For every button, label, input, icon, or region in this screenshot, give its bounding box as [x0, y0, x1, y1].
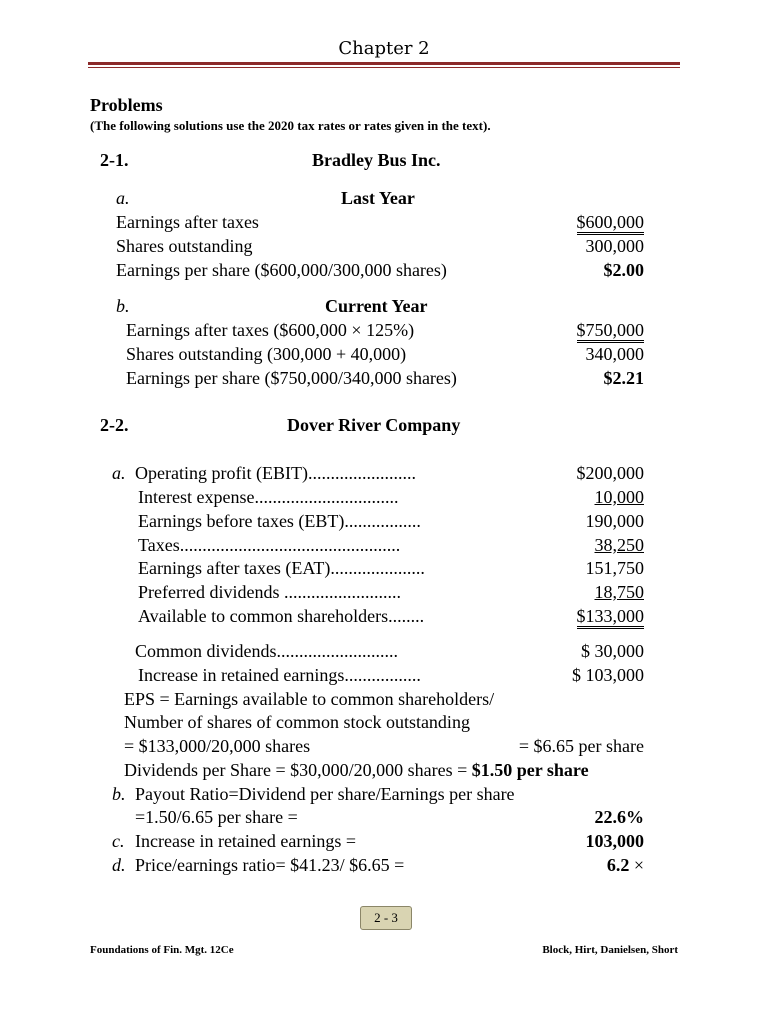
retained-line: Increase in retained earnings = — [135, 831, 357, 851]
row-label: Interest expense................................ — [138, 487, 399, 507]
payout-line1: Payout Ratio=Dividend per share/Earnings per share — [135, 784, 515, 804]
chapter-title: Chapter 2 — [338, 38, 430, 59]
eps-formula-line2: Number of shares of common stock outstanding — [124, 712, 470, 732]
row-value: 151,750 — [585, 558, 644, 578]
row-label: Taxes................................................. — [138, 535, 401, 555]
part-label: b. — [112, 784, 126, 804]
row-label: Common dividends........................... — [135, 641, 399, 661]
row-label: Earnings after taxes (EAT)..................... — [138, 558, 425, 578]
row-value: $2.00 — [603, 260, 644, 280]
row-value: $ 103,000 — [572, 665, 644, 685]
row-label: Increase in retained earnings................. — [138, 665, 421, 685]
row-label: Shares outstanding — [116, 236, 253, 256]
row-label: Earnings per share ($600,000/300,000 shares) — [116, 260, 447, 280]
part-label: a. — [112, 463, 126, 483]
problem-number: 2-2. — [100, 415, 129, 435]
payout-value: 22.6% — [594, 807, 644, 827]
row-value: 300,000 — [585, 236, 644, 256]
row-value: $750,000 — [577, 320, 645, 343]
pe-value: 6.2 — [606, 855, 630, 875]
row-label: Shares outstanding (300,000 + 40,000) — [126, 344, 407, 364]
row-label: Operating profit (EBIT)........................ — [135, 463, 416, 483]
row-value: $600,000 — [577, 212, 645, 235]
dps-value: $1.50 per share — [471, 760, 589, 780]
row-value: 340,000 — [585, 344, 644, 364]
row-label: Available to common shareholders........ — [138, 606, 425, 626]
footer-left: Foundations of Fin. Mgt. 12Ce — [90, 944, 234, 956]
part-label: b. — [116, 296, 130, 316]
header-rule-thin — [88, 67, 680, 68]
eps-formula-line1: EPS = Earnings available to common shareholders/ — [124, 689, 495, 709]
section-title: Last Year — [341, 188, 415, 208]
dps-label: Dividends per Share = $30,000/20,000 shares = — [124, 760, 472, 780]
part-label: a. — [116, 188, 130, 208]
problem-number: 2-1. — [100, 150, 129, 170]
pe-suffix: × — [629, 855, 644, 875]
part-label: c. — [112, 831, 125, 851]
row-value: $200,000 — [576, 463, 644, 483]
row-label: Earnings after taxes ($600,000 × 125%) — [126, 320, 415, 340]
problems-note: (The following solutions use the 2020 tax rates or rates given in the text). — [90, 118, 491, 133]
dps-line — [124, 759, 589, 781]
company-name: Dover River Company — [287, 415, 461, 435]
row-value: 190,000 — [585, 511, 644, 531]
section-title: Current Year — [325, 296, 428, 316]
row-value: $133,000 — [577, 606, 645, 629]
row-value: $ 30,000 — [581, 641, 644, 661]
retained-value: 103,000 — [585, 831, 644, 851]
part-label: d. — [112, 855, 126, 875]
pe-result — [607, 854, 644, 876]
eps-formula-line3: = $133,000/20,000 shares — [124, 736, 311, 756]
company-name: Bradley Bus Inc. — [312, 150, 441, 170]
row-value: $2.21 — [603, 368, 644, 388]
row-value: 18,750 — [594, 582, 644, 602]
row-value: 38,250 — [594, 535, 644, 555]
payout-line2: =1.50/6.65 per share = — [135, 807, 298, 827]
row-value: 10,000 — [594, 487, 644, 507]
pe-line: Price/earnings ratio= $41.23/ $6.65 = — [135, 855, 405, 875]
problems-heading: Problems — [90, 95, 163, 115]
row-label: Earnings before taxes (EBT)................. — [138, 511, 421, 531]
row-label: Earnings per share ($750,000/340,000 shares) — [126, 368, 457, 388]
eps-result: = $6.65 per share — [518, 736, 644, 756]
footer-right: Block, Hirt, Danielsen, Short — [542, 944, 678, 956]
page-number: 2 - 3 — [360, 906, 412, 930]
row-label: Earnings after taxes — [116, 212, 259, 232]
header-rule — [88, 62, 680, 65]
row-label: Preferred dividends .......................... — [138, 582, 401, 602]
